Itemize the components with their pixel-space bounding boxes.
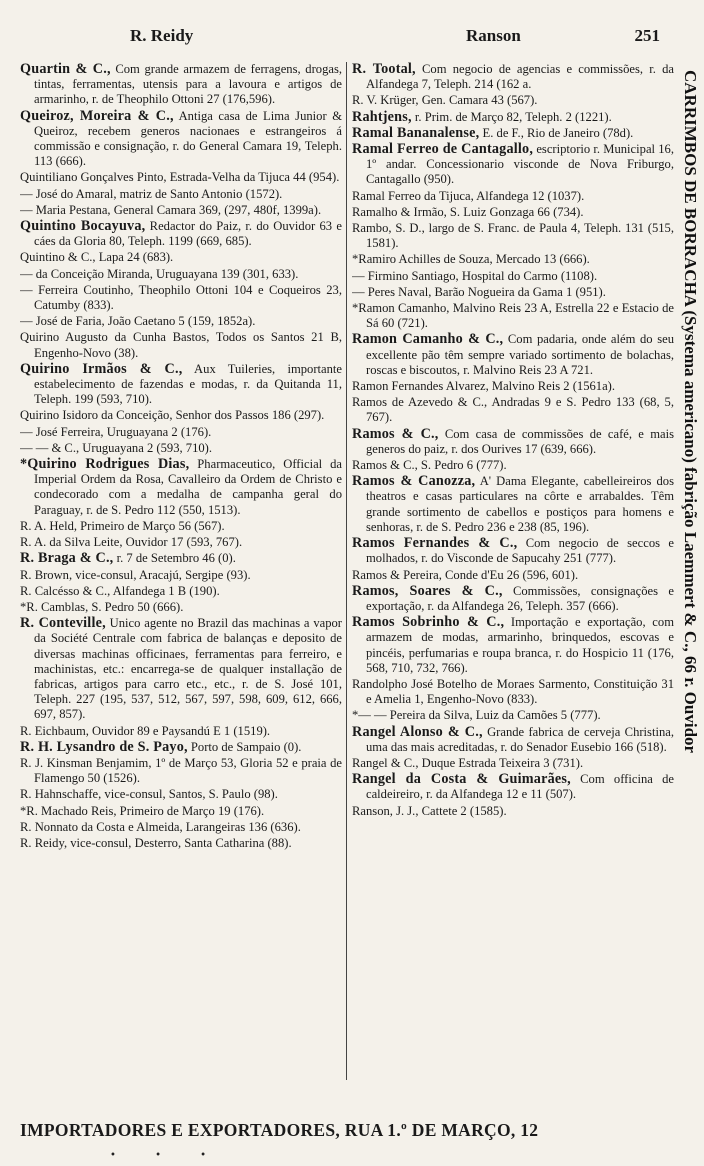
entry-text: Ramalho & Irmão, S. Luiz Gonzaga 66 (734).	[352, 204, 584, 219]
directory-entry	[20, 820, 342, 835]
entry-text: — Maria Pestana, General Camara 369, (297, 480f, 1399a).	[20, 202, 322, 217]
directory-entry	[352, 301, 674, 331]
entry-text: *Ramon Camanho, Malvino Reis 23 A, Estrella 22 e Estacio de Sá 60 (721).	[352, 301, 674, 331]
entry-text: Com grande armazem de ferragens, drogas, tintas, ferramentas, utensis para a lavoura e artigos de armarinho, r. de Theophilo Ottoni 27 (176,596).	[34, 62, 342, 107]
directory-entry	[20, 330, 342, 360]
entry-name: Quirino Irmãos & C.,	[20, 360, 183, 377]
entry-text: Com padaria, onde além do seu excellente pão têm sempre variado sortimento de bolachas, roscas e biscoutos, r. Malvino Reis 23 A 721.	[366, 332, 674, 377]
side-advertisement-text: CARRIMBOS DE BORRACHA (Systema americano) fabrição Laemmert & C., 66 r. Ouvidor	[681, 70, 700, 754]
directory-entry	[20, 519, 342, 534]
entry-text: R. Reidy, vice-consul, Desterro, Santa Catharina (88).	[20, 835, 292, 850]
entry-name: Quintino Bocayuva,	[20, 218, 146, 235]
directory-entry	[20, 787, 342, 802]
entry-name: Ramos Fernandes & C.,	[352, 535, 518, 552]
directory-entry	[20, 551, 342, 566]
entry-text: Com casa de commissões de café, e mais generos do paiz, r. dos Ourives 17 (639, 666).	[366, 426, 674, 456]
entry-name: Ramos, Soares & C.,	[352, 582, 503, 599]
entry-name: R. Tootal,	[352, 62, 416, 77]
entry-text: R. A. Held, Primeiro de Março 56 (567).	[20, 518, 225, 533]
directory-entry	[20, 740, 342, 755]
entry-name: Ramon Camanho & C.,	[352, 331, 504, 348]
entry-text: *R. Machado Reis, Primeiro de Março 19 (176).	[20, 803, 265, 818]
directory-entry	[352, 458, 674, 473]
entry-text: Ramos & C., S. Pedro 6 (777).	[352, 458, 507, 473]
header-right: Ranson	[466, 26, 521, 45]
entry-name: Ramal Ferreo de Cantagallo,	[352, 141, 534, 158]
entry-text: Porto de Sampaio (0).	[190, 739, 302, 754]
directory-entry	[20, 457, 342, 518]
entry-text: Com negocio de seccos e molhados, r. do Visconde de Sapucahy 251 (777).	[366, 536, 674, 566]
directory-entry	[352, 62, 674, 92]
directory-entry	[352, 205, 674, 220]
entry-text: Quintino & C., Lapa 24 (683).	[20, 250, 174, 265]
side-advertisement-strip	[678, 70, 702, 1100]
directory-entry	[352, 772, 674, 802]
directory-entry	[352, 110, 674, 125]
entry-name: Rangel Alonso & C.,	[352, 723, 483, 740]
directory-entry	[352, 804, 674, 819]
directory-entry	[352, 379, 674, 394]
entry-text: Aux Tuileries, importante estabelecimento de fazendas e modas, r. da Quitanda 11, Teleph. 199 (593, 710).	[34, 361, 342, 407]
directory-entry	[20, 362, 342, 408]
left-column	[20, 62, 342, 1084]
entry-text: Rambo, S. D., largo de S. Franc. de Paula 4, Teleph. 131 (515, 1581).	[352, 221, 674, 251]
entry-name: Ramos Sobrinho & C.,	[352, 614, 505, 631]
directory-entry	[352, 568, 674, 583]
entry-name: R. Braga & C.,	[20, 550, 114, 567]
entry-name: Ramos & Canozza,	[352, 473, 476, 490]
entry-text: — José de Faria, João Caetano 5 (159, 1852a).	[20, 314, 256, 329]
entry-text: Randolpho José Botelho de Moraes Sarmento, Constituição 31 e Amelia 1, Engenho-Novo (833).	[352, 676, 674, 707]
directory-entry	[20, 187, 342, 202]
entry-text: Quintiliano Gonçalves Pinto, Estrada-Velha da Tijuca 44 (954).	[20, 170, 340, 185]
directory-entry	[20, 836, 342, 851]
running-header	[130, 26, 660, 52]
header-left: R. Reidy	[130, 26, 194, 45]
entry-name: Ramal Bananalense,	[352, 124, 480, 141]
directory-entry	[20, 283, 342, 313]
entry-text: — Peres Naval, Barão Nogueira da Gama 1 (951).	[352, 284, 606, 299]
directory-entry	[20, 600, 342, 615]
directory-entry	[352, 126, 674, 141]
entry-name: Ramos & C.,	[352, 425, 439, 442]
entry-text: E. de F., Rio de Janeiro (78d).	[482, 125, 634, 140]
directory-entry	[352, 615, 674, 676]
entry-text: R. Brown, vice-consul, Aracajú, Sergipe (93).	[20, 567, 251, 582]
directory-entry	[352, 332, 674, 378]
directory-entry	[20, 441, 342, 456]
entry-text: — José do Amaral, matriz de Santo Antonio (1572).	[20, 186, 283, 201]
directory-entry	[20, 568, 342, 583]
directory-entry	[352, 252, 674, 267]
entry-text: — da Conceição Miranda, Uruguayana 139 (301, 633).	[20, 266, 299, 281]
directory-entry	[20, 804, 342, 819]
entry-text: Com negocio de agencias e commissões, r. da Alfandega 7, Teleph. 214 (162 a.	[366, 62, 674, 92]
entry-name: *Quirino Rodrigues Dias,	[20, 456, 190, 473]
directory-entry	[20, 203, 342, 218]
directory-entry	[20, 756, 342, 786]
entry-name: R. H. Lysandro de S. Payo,	[20, 738, 188, 755]
directory-entry	[352, 677, 674, 707]
directory-entry	[20, 535, 342, 550]
entry-name: Quartin & C.,	[20, 62, 111, 77]
right-column	[352, 62, 674, 1084]
directory-entry	[352, 285, 674, 300]
directory-entry	[20, 584, 342, 599]
directory-entry	[352, 756, 674, 771]
entry-text: A' Dama Elegante, cabelleireiros dos theatros e casas particulares na côrte e arrabaldes. Têm grande sortimento de cabellos e postiços para homens e senhoras, r. de S. Pedro 236 e 238 (85, 196).	[366, 474, 674, 534]
directory-entry	[352, 269, 674, 284]
entry-text: Importação e exportação, com armazem de modas, armarinho, brinquedos, escovas e pincéis, perfumarias e roupa branca, r. do Hospicio 11 (176, 568, 710, 732, 766).	[366, 615, 674, 675]
entry-text: R. A. da Silva Leite, Ouvidor 17 (593, 767).	[20, 535, 243, 550]
entry-text: R. Calcésso & C., Alfandega 1 B (190).	[20, 583, 220, 598]
entry-text: Ranson, J. J., Cattete 2 (1585).	[352, 803, 507, 818]
directory-entry	[352, 725, 674, 755]
entry-name: Queiroz, Moreira & C.,	[20, 107, 174, 124]
directory-entry	[352, 474, 674, 535]
entry-text: Antiga casa de Lima Junior & Queiroz, recebem generos nacionaes e estrangeiros á commissão e consignação, r. do General Camara 19, Teleph. 113 (666).	[34, 108, 342, 169]
directory-entry	[352, 189, 674, 204]
directory-entry	[20, 62, 342, 108]
entry-text: Ramos de Azevedo & C., Andradas 9 e S. Pedro 133 (68, 5, 767).	[352, 395, 674, 425]
directory-entry	[20, 219, 342, 249]
entry-text: — José Ferreira, Uruguayana 2 (176).	[20, 424, 212, 439]
entry-text: Rangel & C., Duque Estrada Teixeira 3 (731).	[352, 755, 584, 770]
entry-text: *R. Camblas, S. Pedro 50 (666).	[20, 599, 184, 614]
entry-text: Quirino Augusto da Cunha Bastos, Todos os Santos 21 B, Engenho-Novo (38).	[20, 330, 342, 360]
entry-text: Ramon Fernandes Alvarez, Malvino Reis 2 (1561a).	[352, 379, 616, 394]
entry-text: Ramos & Pereira, Conde d'Eu 26 (596, 601).	[352, 567, 579, 582]
directory-entry	[20, 408, 342, 423]
directory-entry	[20, 250, 342, 265]
entry-text: — Ferreira Coutinho, Theophilo Ottoni 104 e Coqueiros 23, Catumby (833).	[20, 282, 342, 313]
entry-text: Com officina de caldeireiro, r. da Alfandega 12 e 11 (507).	[366, 772, 674, 802]
directory-entry	[20, 109, 342, 170]
entry-text: Unico agente no Brazil das machinas a vapor da Société Centrale com fabrica de balanças e deposito de diversas machinas officinaes, ferramentas para ferreiro, e machinistas, etc.: encarrega-se de qualquer installação de fabricas, artigos para carro etc., etc., r. de S. José 101, Teleph. 227 (195, 537, 512, 567, 597, 598, 609, 612, 666, 697, 857).	[34, 616, 342, 722]
directory-entry	[352, 708, 674, 723]
page-number: 251	[634, 26, 660, 45]
entry-text: R. Eichbaum, Ouvidor 89 e Paysandú E 1 (1519).	[20, 723, 271, 738]
entry-text: R. J. Kinsman Benjamim, 1º de Março 53, Gloria 52 e praia de Flamengo 50 (1526).	[20, 755, 342, 786]
entry-text: Pharmaceutico, Official da Imperial Ordem da Rosa, Cavalleiro da Ordem de Christo e condecorado com a medalha de campanha geral do Paraguay, r. de S. Pedro 112 (550, 1513).	[34, 457, 342, 517]
directory-entry	[20, 616, 342, 722]
entry-text: Ramal Ferreo da Tijuca, Alfandega 12 (1037).	[352, 188, 585, 203]
footer-ornament: • • •	[110, 1150, 225, 1161]
entry-text: r. 7 de Setembro 46 (0).	[116, 551, 236, 566]
directory-entry	[352, 536, 674, 566]
entry-text: — Firmino Santiago, Hospital do Carmo (1108).	[352, 268, 598, 283]
entry-name: R. Conteville,	[20, 615, 106, 632]
entry-text: Quirino Isidoro da Conceição, Senhor dos Passos 186 (297).	[20, 408, 325, 423]
entry-text: Commissões, consignações e exportação, r. da Alfandega 26, Teleph. 357 (666).	[366, 583, 674, 613]
directory-entry	[352, 142, 674, 188]
directory-entry	[352, 584, 674, 614]
entry-text: r. Prim. de Março 82, Teleph. 2 (1221).	[414, 109, 612, 124]
column-divider	[346, 62, 347, 1080]
directory-entry	[20, 724, 342, 739]
entry-text: Grande fabrica de cerveja Christina, uma das mais acreditadas, r. do Senador Eusebio 166 (518).	[366, 724, 674, 754]
entry-text: R. Nonnato da Costa e Almeida, Larangeiras 136 (636).	[20, 819, 301, 834]
directory-entry	[20, 314, 342, 329]
entry-name: Rahtjens,	[352, 108, 412, 125]
entry-text: *Ramiro Achilles de Souza, Mercado 13 (666).	[352, 252, 590, 267]
entry-text: Redactor do Paiz, r. do Ouvidor 63 e cáes da Gloria 80, Teleph. 1199 (669, 685).	[34, 219, 342, 249]
entry-text: R. Hahnschaffe, vice-consul, Santos, S. Paulo (98).	[20, 787, 278, 802]
entry-text: escriptorio r. Municipal 16, 1º andar. Concessionario visconde de Nova Friburgo, Cantagallo (950).	[366, 142, 674, 187]
directory-entry	[20, 170, 342, 185]
entry-text: *— — Pereira da Silva, Luiz da Camões 5 (777).	[352, 708, 601, 723]
directory-entry	[352, 221, 674, 251]
directory-entry	[352, 93, 674, 108]
entry-name: Rangel da Costa & Guimarães,	[352, 771, 571, 788]
directory-entry	[20, 267, 342, 282]
entry-text: R. V. Krüger, Gen. Camara 43 (567).	[352, 93, 538, 108]
directory-entry	[20, 425, 342, 440]
directory-entry	[352, 395, 674, 425]
entry-text: — — & C., Uruguayana 2 (593, 710).	[20, 440, 213, 455]
footer-banner: IMPORTADORES E EXPORTADORES, RUA 1.º DE MARÇO, 12	[20, 1120, 539, 1140]
directory-entry	[352, 427, 674, 457]
